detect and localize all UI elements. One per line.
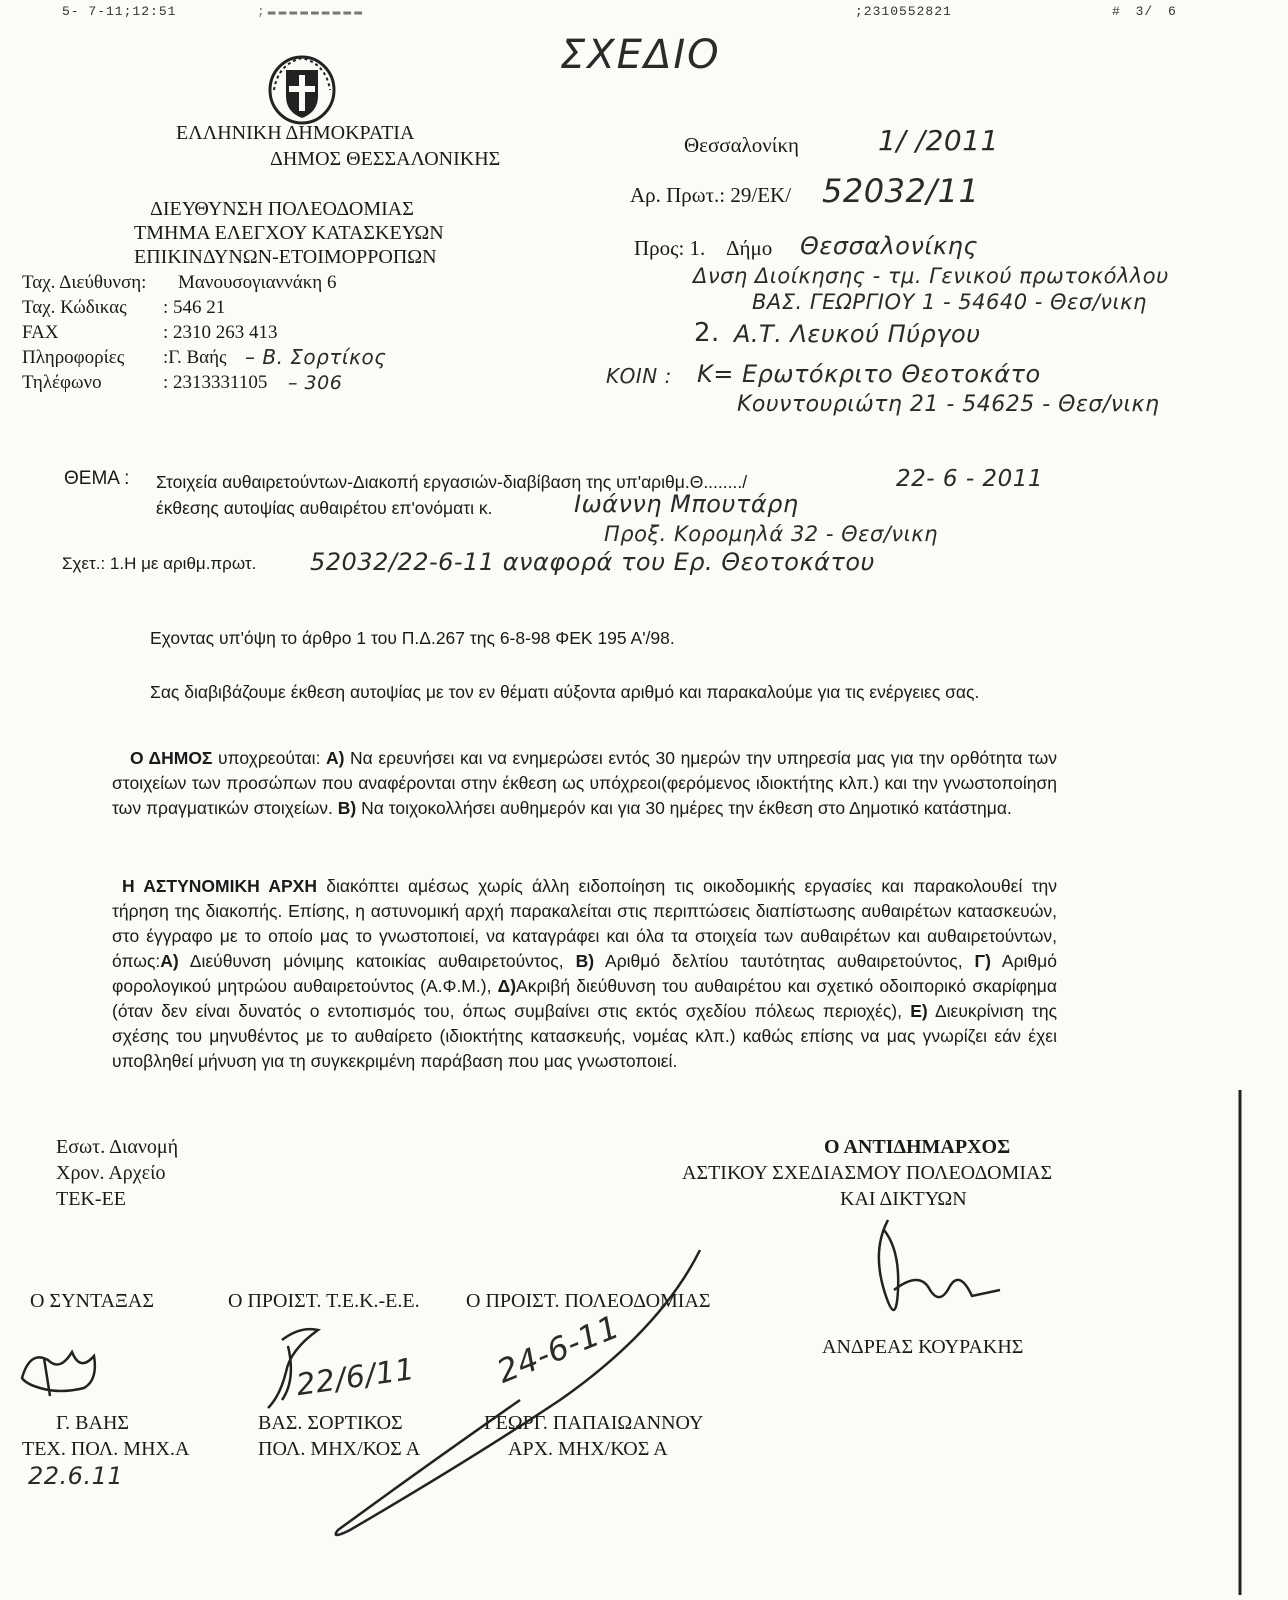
municipality-name: ΔΗΜΟΣ ΘΕΣΣΑΛΟΝΙΚΗΣ [270, 148, 501, 170]
body-text: Να τοιχοκολλήσει αυθημερόν και για 30 ημέρες την έκθεση στο Δημοτικό κατάστημα. [361, 798, 1012, 818]
planning-title: Ο ΠΡΟΙΣΤ. ΠΟΛΕΟΔΟΜΙΑΣ [466, 1290, 711, 1312]
body-text: Ακριβή διεύθυνση του αυθαιρέτου και σχετικό οδοιπορικό σκαρίφημα (όταν δεν είναι δυνατός ο εντοπισμός του, όπως συμβαίνει στις εκτός σχεδίου πόλεως περιοχές), [112, 976, 1057, 1021]
subject-address-handwritten: Προξ. Κορομηλά 32 - Θεσ/νικη [604, 522, 938, 546]
contact-label: FAX [22, 322, 59, 343]
item-marker: Α) [160, 951, 179, 971]
body-paragraph-2: Σας διαβιβάζουμε έκθεση αυτοψίας με τον εν θέματι αύξοντα αριθμό και παρακαλούμε για τις ενέργειες σας. [150, 682, 980, 702]
fax-number: ;2310552821 [855, 4, 952, 19]
author-name: Γ. ΒΑΗΣ [56, 1412, 130, 1434]
item-marker: Β) [337, 798, 357, 818]
distribution-item: ΤΕΚ-ΕΕ [56, 1188, 126, 1210]
recipient-1-printed: Δήμο [726, 236, 773, 260]
item-marker: Δ) [497, 976, 517, 996]
contact-value: :Γ. Βαής [163, 347, 227, 368]
protocol-number-handwritten: 52032/11 [822, 172, 980, 210]
body-text: Να ερευνήσει και να ενημερώσει εντός 30 ημερών την υπηρεσία μας για την ορθότητα των στοιχείων των προσώπων που αναφέρονται στην έκθεση ως υπόχρεοι(φερόμενος ιδιοκτήτης κλπ.) και την γνωστοποίηση των πραγματικών στοιχείων. [112, 748, 1057, 818]
tek-role: ΠΟΛ. ΜΗΧ/ΚΟΣ Α [258, 1438, 421, 1460]
date-handwritten: 1/ /2011 [878, 124, 999, 157]
tek-name: ΒΑΣ. ΣΟΡΤΙΚΟΣ [258, 1412, 403, 1434]
deputy-mayor-title: Ο ΑΝΤΙΔΗΜΑΡΧΟΣ [824, 1136, 1011, 1158]
fax-datetime: 5- 7-11;12:51 [62, 4, 177, 19]
department-line-1: ΤΜΗΜΑ ΕΛΕΓΧΟΥ ΚΑΤΑΣΚΕΥΩΝ [134, 222, 444, 244]
item-marker: Β) [575, 951, 595, 971]
deputy-mayor-signature-icon [879, 1220, 1000, 1310]
planning-role: ΑΡΧ. ΜΗΧ/ΚΟΣ Α [508, 1438, 668, 1460]
contact-handwritten: – Β. Σορτίκος [245, 345, 387, 369]
department-line-2: ΕΠΙΚΙΝΔΥΝΩΝ-ΕΤΟΙΜΟΡΡΟΠΩΝ [134, 246, 437, 268]
planning-signature-icon [336, 1250, 700, 1535]
subject-line-2: έκθεσης αυτοψίας αυθαιρέτου επ'ονόματι κ. [156, 498, 493, 518]
subject-owner-handwritten: Ιωάννη Μπουτάρη [574, 490, 799, 518]
author-title: Ο ΣΥΝΤΑΞΑΣ [30, 1290, 154, 1312]
directorate-name: ΔΙΕΥΘΥΝΣΗ ΠΟΛΕΟΔΟΜΙΑΣ [150, 198, 414, 220]
reference-label: Σχετ.: 1.Η με αριθμ.πρωτ. [62, 554, 257, 573]
author-signature-icon [22, 1352, 95, 1396]
item-marker: Ε) [910, 1001, 928, 1021]
body-paragraph-1: Εχοντας υπ'όψη το άρθρο 1 του Π.Δ.267 της 6-8-98 ΦΕΚ 195 Α'/98. [150, 628, 675, 648]
planning-date-handwritten: 24-6-11 [491, 1307, 625, 1391]
recipient-2-number: 2. [694, 318, 720, 348]
contact-label: Ταχ. Κώδικας [22, 297, 127, 318]
deputy-mayor-name: ΑΝΔΡΕΑΣ ΚΟΥΡΑΚΗΣ [822, 1336, 1024, 1358]
item-marker: Γ) [974, 951, 991, 971]
contact-value: : 546 21 [163, 297, 226, 318]
body-text: Αριθμό δελτίου ταυτότητας αυθαιρετούντος, [605, 951, 963, 971]
deputy-mayor-line-2: ΚΑΙ ΔΙΚΤΥΩΝ [840, 1188, 967, 1210]
reference-handwritten: 52032/22-6-11 αναφορά του Ερ. Θεοτοκάτου [310, 548, 875, 576]
fax-page: # 3/ 6 [1112, 4, 1177, 19]
place-label: Θεσσαλονίκη [684, 133, 800, 157]
recipient-2-name: Α.Τ. Λευκού Πύργου [734, 320, 981, 348]
recipient-1-dept: Δνση Διοίκησης - τμ. Γενικού πρωτοκόλλου [693, 264, 1169, 288]
deputy-mayor-line-1: ΑΣΤΙΚΟΥ ΣΧΕΔΙΑΣΜΟΥ ΠΟΛΕΟΔΟΜΙΑΣ [682, 1162, 1053, 1184]
contact-label: Τηλέφωνο [22, 372, 102, 393]
item-marker: Α) [326, 748, 345, 768]
fax-sender-redacted: ;▬▬▬▬▬▬▬▬▬ [257, 4, 366, 19]
recipients-label: Προς: 1. [634, 236, 706, 260]
republic-name: ΕΛΛΗΝΙΚΗ ΔΗΜΟΚΡΑΤΙΑ [176, 122, 415, 144]
tek-signature-icon [268, 1329, 318, 1408]
distribution-item: Εσωτ. Διανομή [56, 1136, 179, 1158]
contact-value: : 2313331105 [163, 372, 268, 393]
contact-label: Ταχ. Διεύθυνση: [22, 272, 147, 293]
cc-recipient: Κ= Ερωτόκριτο Θεοτοκάτο [697, 360, 1041, 388]
author-role: ΤΕΧ. ΠΟΛ. ΜΗΧ.Α [22, 1438, 190, 1460]
municipality-bold: Ο ΔΗΜΟΣ [130, 748, 213, 768]
body-text: υποχρεούται: [218, 748, 321, 768]
body-text: Διεύθυνση μόνιμης κατοικίας αυθαιρετούντος, [189, 951, 564, 971]
distribution-item: Χρον. Αρχείο [56, 1162, 166, 1184]
recipient-1-address: ΒΑΣ. ΓΕΩΡΓΙΟΥ 1 - 54640 - Θεσ/νικη [752, 290, 1147, 314]
planning-name: ΓΕΩΡΓ. ΠΑΠΑΙΩΑΝΝΟΥ [484, 1412, 704, 1434]
author-date-handwritten: 22.6.11 [28, 1462, 124, 1490]
tek-date-handwritten: 22/6/11 [294, 1351, 418, 1404]
body-text: Αριθμό φορολογικού μητρώου αυθαιρετούντος (Α.Φ.Μ.), [112, 951, 1057, 996]
subject-label: ΘΕΜΑ : [64, 468, 130, 489]
cc-label: ΚΟΙΝ : [606, 364, 672, 388]
subject-line-1: Στοιχεία αυθαιρετούντων-Διακοπή εργασιών-διαβίβαση της υπ'αριθμ.Θ......../ [156, 472, 748, 492]
body-text: Διευκρίνιση της σχέσης του μηνυθέντος με το αυθαίρετο (ιδιοκτήτης κατασκευής, νομέας κλπ.) καθώς επίσης να μας γνωρίζει εάν έχει υποβληθεί μήνυση για τη συγκεκριμένη παράβαση που μας γνωστοποιεί. [112, 1001, 1057, 1071]
contact-value: : 2310 263 413 [163, 322, 278, 343]
subject-date-handwritten: 22- 6 - 2011 [896, 466, 1043, 492]
protocol-label: Αρ. Πρωτ.: 29/ΕΚ/ [630, 183, 792, 207]
contact-value: Μανουσογιαννάκη 6 [178, 272, 337, 293]
contact-handwritten: – 306 [288, 372, 343, 394]
draft-stamp: ΣΧΕΔΙΟ [560, 32, 721, 78]
recipient-1-handwritten: Θεσσαλονίκης [800, 232, 978, 260]
tek-title: Ο ΠΡΟΙΣΤ. Τ.Ε.Κ.-Ε.Ε. [228, 1290, 420, 1312]
police-bold: Η ΑΣΤΥΝΟΜΙΚΗ ΑΡΧΗ [122, 876, 317, 896]
cc-address: Κουντουριώτη 21 - 54625 - Θεσ/νικη [737, 392, 1160, 417]
body-text: διακόπτει αμέσως χωρίς άλλη ειδοποίηση τις οικοδομικής εργασίες και παρακολουθεί την τήρηση της διακοπής. Επίσης, η αστυνομική αρχή παρακαλείται στις περιπτώσεις διαπίστωσης αυθαιρέτων κατασκευών, στο έγγραφο με το οποίο μας το γνωστοποιεί, να καταγράφει και όλα τα στοιχεία των αυθαιρέτων και αυθαιρετούντων, όπως: [112, 876, 1057, 971]
contact-label: Πληροφορίες [22, 347, 125, 368]
